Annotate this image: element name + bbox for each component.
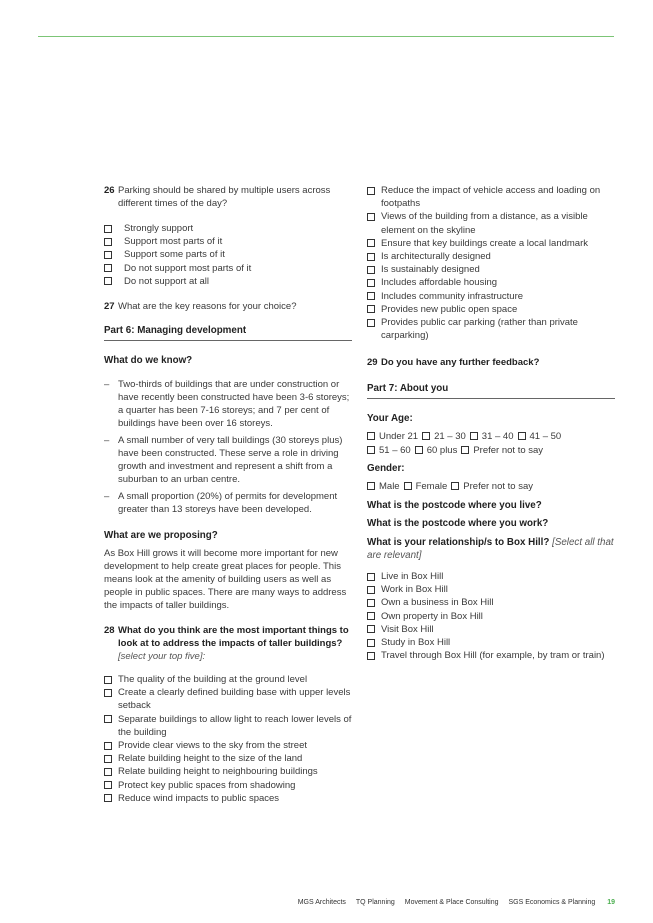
checkbox-label: Separate buildings to allow light to reach lower levels of the building [118, 713, 352, 738]
checkbox-square[interactable] [415, 446, 423, 454]
option-label: 60 plus [426, 444, 458, 456]
q26-options [104, 222, 352, 288]
checkbox-square[interactable] [104, 794, 112, 802]
checkbox-option[interactable] [367, 649, 615, 662]
checkbox-label: Support some parts of it [124, 249, 225, 261]
bullet-dash: – [104, 435, 110, 447]
footer-firm: MGS Architects [297, 899, 346, 906]
checkbox-square[interactable] [104, 277, 112, 285]
checkbox-option[interactable] [104, 248, 352, 261]
checkbox-square[interactable] [367, 612, 375, 620]
checkbox-label: Support most parts of it [124, 236, 223, 248]
checkbox-label: Provide clear views to the sky from the street [118, 740, 308, 752]
inline-option[interactable] [422, 430, 466, 443]
checkbox-square[interactable] [451, 482, 459, 490]
bullet-dash: – [104, 379, 110, 391]
checkbox-option[interactable] [104, 262, 352, 275]
checkbox-square[interactable] [104, 781, 112, 789]
postcode-work-question: What is the postcode where you work? [367, 518, 549, 530]
checkbox-option[interactable] [367, 250, 615, 263]
checkbox-label: Is architecturally designed [381, 251, 491, 263]
checkbox-option[interactable] [367, 596, 615, 609]
option-label: 51 – 60 [379, 444, 411, 456]
checkbox-square[interactable] [104, 238, 112, 246]
checkbox-square[interactable] [422, 432, 430, 440]
checkbox-square[interactable] [367, 446, 375, 454]
checkbox-label: Do not support most parts of it [124, 262, 252, 274]
checkbox-option[interactable] [104, 222, 352, 235]
checkbox-square[interactable] [404, 482, 412, 490]
checkbox-label: Reduce the impact of vehicle access and loading on footpaths [381, 185, 601, 210]
checkbox-option[interactable] [367, 610, 615, 623]
checkbox-label: Do not support at all [124, 275, 210, 287]
checkbox-label: Live in Box Hill [381, 571, 444, 583]
age-label: Your Age: [367, 413, 413, 425]
checkbox-label: Provides new public open space [381, 303, 518, 315]
checkbox-square[interactable] [367, 599, 375, 607]
footer-firm: TQ Planning [355, 899, 395, 906]
checkbox-square[interactable] [367, 573, 375, 581]
option-label: Female [415, 480, 448, 492]
checkbox-label: Ensure that key buildings create a local landmark [381, 237, 589, 249]
part-6-heading: Part 6: Managing development [104, 325, 352, 341]
checkbox-label: Work in Box Hill [381, 584, 448, 596]
checkbox-label: The quality of the building at the ground level [118, 674, 308, 686]
checkbox-square[interactable] [104, 225, 112, 233]
checkbox-square[interactable] [104, 742, 112, 750]
inline-option[interactable] [461, 444, 543, 457]
inline-option[interactable] [470, 430, 514, 443]
checkbox-option[interactable] [104, 765, 352, 778]
option-label: Prefer not to say [473, 444, 544, 456]
inline-option[interactable] [367, 444, 411, 457]
footer-firm: Movement & Place Consulting [404, 899, 499, 906]
right-column [367, 184, 615, 662]
what-we-know-heading: What do we know? [104, 355, 193, 367]
gender-options [367, 480, 615, 493]
checkbox-option[interactable] [104, 235, 352, 248]
relationship-options [367, 570, 615, 662]
checkbox-square[interactable] [104, 689, 112, 697]
postcode-live-question: What is the postcode where you live? [367, 500, 542, 512]
checkbox-label: Provides public car parking (rather than private carparking) [381, 317, 578, 342]
checkbox-square[interactable] [104, 251, 112, 259]
footer [290, 899, 615, 906]
question-26: 26 Parking should be shared by multiple users across different times of the day? [104, 185, 331, 209]
inline-option[interactable] [415, 444, 458, 457]
checkbox-option[interactable] [104, 673, 352, 686]
checkbox-square[interactable] [104, 715, 112, 723]
checkbox-label: Is sustainably designed [381, 264, 480, 276]
inline-option[interactable] [367, 480, 400, 493]
checkbox-square[interactable] [104, 676, 112, 684]
checkbox-option[interactable] [104, 779, 352, 792]
checkbox-option[interactable] [104, 713, 352, 739]
checkbox-label: Reduce wind impacts to public spaces [118, 792, 280, 804]
part-7-heading: Part 7: About you [367, 383, 615, 399]
checkbox-option[interactable] [104, 686, 352, 712]
checkbox-square[interactable] [367, 432, 375, 440]
footer-firm: SGS Economics & Planning [508, 899, 596, 906]
checkbox-square[interactable] [367, 482, 375, 490]
option-label: 21 – 30 [434, 431, 466, 443]
bullet-dash: – [104, 491, 110, 503]
checkbox-square[interactable] [367, 639, 375, 647]
question-27: 27 What are the key reasons for your choice? [104, 301, 297, 313]
proposing-paragraph: As Box Hill grows it will become more important for new development to help create great places for people. This means look at the amenity of building users as well as people in public spaces. There are many ways to address the impacts of taller buildings. [104, 548, 347, 612]
checkbox-option[interactable] [367, 276, 615, 289]
checkbox-option[interactable] [367, 583, 615, 596]
checkbox-label: Own property in Box Hill [381, 610, 483, 622]
checkbox-option[interactable] [367, 570, 615, 583]
checkbox-square[interactable] [367, 279, 375, 287]
facts-list [104, 378, 352, 516]
checkbox-label: Includes affordable housing [381, 277, 498, 289]
checkbox-square[interactable] [104, 264, 112, 272]
inline-option[interactable] [404, 480, 448, 493]
bullet-text: A small proportion (20%) of permits for development greater than 13 storeys have been developed. [118, 491, 338, 516]
checkbox-square[interactable] [367, 253, 375, 261]
option-label: 41 – 50 [529, 431, 562, 443]
checkbox-square[interactable] [367, 625, 375, 633]
checkbox-option[interactable] [104, 739, 352, 752]
checkbox-option[interactable] [367, 184, 615, 210]
checkbox-option[interactable] [367, 210, 615, 236]
checkbox-option[interactable] [104, 275, 352, 288]
checkbox-square[interactable] [367, 213, 375, 221]
checkbox-label: Relate building height to neighbouring buildings [118, 766, 318, 778]
checkbox-square[interactable] [518, 432, 526, 440]
checkbox-option[interactable] [367, 303, 615, 316]
fact-bullet [104, 378, 352, 430]
checkbox-square[interactable] [104, 768, 112, 776]
checkbox-square[interactable] [367, 319, 375, 327]
relationship-question: What is your relationship/s to Box Hill? [Select all that are relevant] [367, 537, 614, 562]
checkbox-square[interactable] [367, 266, 375, 274]
checkbox-square[interactable] [367, 239, 375, 247]
checkbox-square[interactable] [367, 187, 375, 195]
checkbox-label: Create a clearly defined building base with upper levels setback [118, 687, 351, 712]
page-number: 19 [607, 899, 615, 906]
checkbox-square[interactable] [367, 305, 375, 313]
option-label: 31 – 40 [481, 431, 514, 443]
checkbox-label: Protect key public spaces from shadowing [118, 779, 296, 791]
checkbox-option[interactable] [367, 237, 615, 250]
age-options-row-2 [367, 444, 615, 457]
checkbox-option[interactable] [367, 623, 615, 636]
checkbox-option[interactable] [367, 316, 615, 342]
option-label: Under 21 [379, 431, 419, 443]
inline-option[interactable] [451, 480, 533, 493]
inline-option[interactable] [518, 430, 562, 443]
checkbox-option[interactable] [104, 792, 352, 805]
option-label: Male [379, 480, 400, 492]
checkbox-square[interactable] [104, 755, 112, 763]
gender-label: Gender: [367, 462, 405, 474]
checkbox-square[interactable] [470, 432, 478, 440]
checkbox-option[interactable] [367, 290, 615, 303]
checkbox-option[interactable] [104, 752, 352, 765]
fact-bullet [104, 490, 352, 516]
checkbox-square[interactable] [461, 446, 469, 454]
question-28: 28 What do you think are the most important things to look at to address the impacts of taller buildings? [select your top five]: [104, 625, 349, 663]
checkbox-label: Relate building height to the size of the land [118, 753, 303, 765]
bullet-text: A small number of very tall buildings (30 storeys plus) have been constructed. These serve a role in driving growth and investment and represent a shift from a suburban to an urban centre. [118, 435, 343, 486]
checkbox-label: Travel through Box Hill (for example, by tram or train) [381, 650, 605, 662]
top-rule [38, 36, 614, 37]
age-options-row-1 [367, 430, 615, 443]
checkbox-square[interactable] [367, 292, 375, 300]
fact-bullet [104, 434, 352, 486]
checkbox-square[interactable] [367, 652, 375, 660]
question-29: 29 Do you have any further feedback? [367, 357, 540, 369]
inline-option[interactable] [367, 430, 418, 443]
q28-options [104, 673, 352, 805]
what-proposing-heading: What are we proposing? [104, 530, 218, 542]
checkbox-label: Study in Box Hill [381, 637, 451, 649]
checkbox-option[interactable] [367, 263, 615, 276]
left-column [104, 184, 352, 805]
q28-options-continued [367, 184, 615, 342]
checkbox-label: Visit Box Hill [381, 623, 434, 635]
checkbox-label: Includes community infrastructure [381, 290, 524, 302]
bullet-text: Two-thirds of buildings that are under construction or have recently been constructed have been 3-6 storeys; a quarter has been 7-16 storeys; and 7 per cent of buildings have been over 16 storeys. [118, 379, 350, 430]
checkbox-option[interactable] [367, 636, 615, 649]
checkbox-square[interactable] [367, 586, 375, 594]
checkbox-label: Strongly support [124, 223, 194, 234]
option-label: Prefer not to say [463, 480, 533, 492]
checkbox-label: Views of the building from a distance, as a visible element on the skyline [381, 211, 588, 236]
checkbox-label: Own a business in Box Hill [381, 597, 494, 609]
